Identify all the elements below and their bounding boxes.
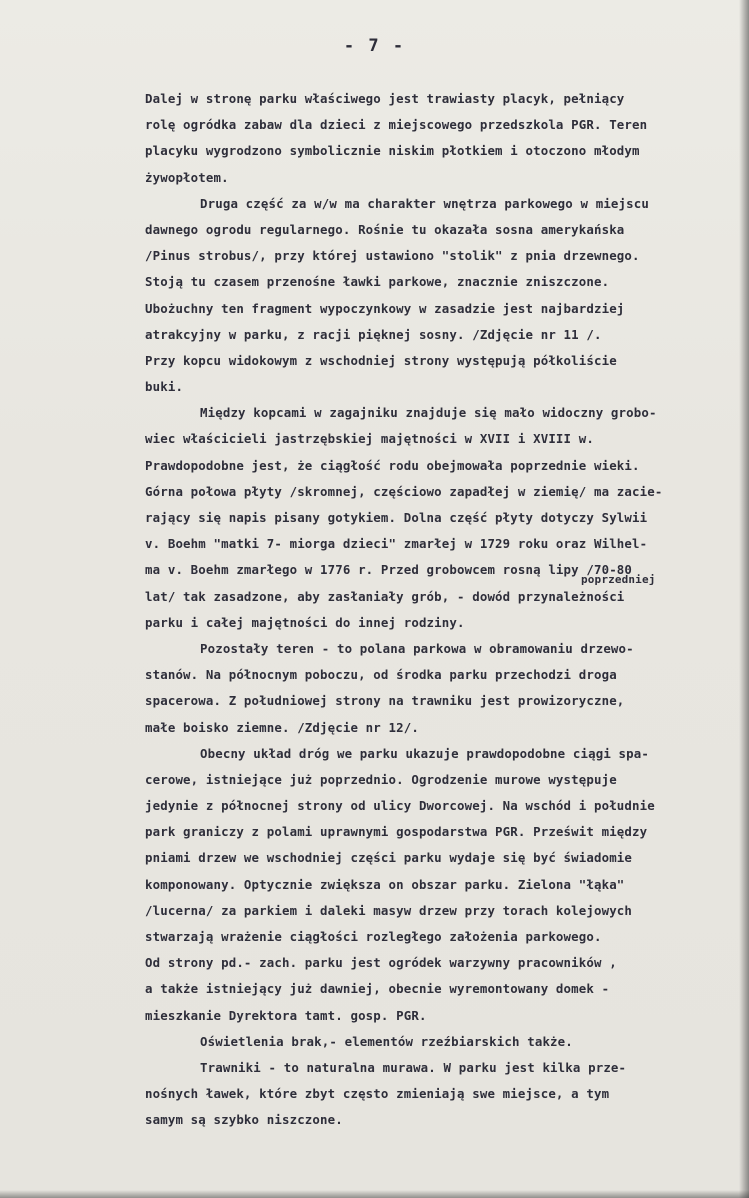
line-text: atrakcyjny w parku, z racji pięknej sosny. /Zdjęcie nr 11 /. <box>145 326 602 342</box>
text-line <box>145 741 725 767</box>
text-line <box>145 976 725 1002</box>
text-line <box>145 112 725 138</box>
line-text: pniami drzew we wschodniej części parku wydaje się być świadomie <box>145 850 633 866</box>
text-line <box>145 924 725 950</box>
line-text: Ubożuchny ten fragment wypoczynkowy w zasadzie jest najbardziej <box>145 300 625 316</box>
line-text: Trawniki - to naturalna murawa. W parku jest kilka prze- <box>200 1059 627 1075</box>
text-line <box>145 636 725 662</box>
line-text: Dalej w stronę parku właściwego jest trawiasty placyk, pełniący <box>145 91 625 106</box>
line-text: rolę ogródka zabaw dla dzieci z miejscowego przedszkola PGR. Teren <box>145 117 648 133</box>
line-text: lat/ tak zasadzone, aby zasłaniały grób, - dowód przynależności <box>145 588 625 604</box>
text-line <box>145 322 725 348</box>
overtyped-correction: poprzedniej <box>581 572 656 586</box>
text-line <box>145 845 725 871</box>
page-edge-shadow <box>739 0 749 1198</box>
text-line <box>145 572 725 610</box>
text-line <box>145 1029 725 1055</box>
text-line <box>145 767 725 793</box>
text-line <box>145 86 725 112</box>
line-text: Przy kopcu widokowym z wschodniej strony występują półkoliście <box>145 352 617 368</box>
line-text: żywopłotem. <box>145 169 229 185</box>
text-line <box>145 505 725 531</box>
line-text: nośnych ławek, które zbyt często zmieniają swe miejsce, a tym <box>145 1086 610 1102</box>
text-line <box>145 217 725 243</box>
text-line <box>145 1081 725 1107</box>
text-line <box>145 296 725 322</box>
line-text: Oświetlenia brak,- elementów rzeźbiarskich także. <box>200 1033 573 1049</box>
text-line <box>145 165 725 191</box>
line-text: ma v. Boehm zmarłego w 1776 r. Przed grobowcem rosną lipy /70-80 <box>145 562 633 578</box>
text-line <box>145 269 725 295</box>
line-text: rający się napis pisany gotykiem. Dolna część płyty dotyczy Sylwii <box>145 510 648 525</box>
line-text: Druga część za w/w ma charakter wnętrza parkowego w miejscu <box>200 195 649 211</box>
line-text: Między kopcami w zagajniku znajduje się mało widoczny grobo- <box>200 405 657 421</box>
line-text: Górna połowa płyty /skromnej, częściowo zapadłej w ziemię/ ma zacie- <box>145 483 663 499</box>
text-line <box>145 479 725 505</box>
text-line <box>145 688 725 714</box>
line-text: parku i całej majętności do innej rodziny. <box>145 614 465 630</box>
text-line <box>145 191 725 217</box>
text-line <box>145 453 725 479</box>
line-text: v. Boehm "matki 7- miorga dzieci" zmarłej w 1729 roku oraz Wilhel- <box>145 536 648 552</box>
document-body <box>145 86 725 1134</box>
line-text: dawnego ogrodu regularnego. Rośnie tu okazała sosna amerykańska <box>145 221 625 237</box>
line-text: jedynie z północnej strony od ulicy Dworcowej. Na wschód i południe <box>145 798 655 814</box>
text-line <box>145 348 725 374</box>
text-line <box>145 426 725 452</box>
line-text: mieszkanie Dyrektora tamt. gosp. PGR. <box>145 1007 427 1023</box>
line-text: Od strony pd.- zach. parku jest ogródek warzywny pracowników , <box>145 955 617 971</box>
text-line <box>145 531 725 557</box>
line-text: /lucerna/ za parkiem i daleki masyw drzew przy torach kolejowych <box>145 902 633 918</box>
text-line <box>145 1107 725 1133</box>
text-line <box>145 715 725 741</box>
line-text: stwarzają wrażenie ciągłości rozległego założenia parkowego. <box>145 929 602 944</box>
line-text: buki. <box>145 379 184 395</box>
line-text: małe boisko ziemne. /Zdjęcie nr 12/. <box>145 719 419 735</box>
text-line <box>145 1003 725 1029</box>
text-line <box>145 1055 725 1081</box>
line-text: komponowany. Optycznie zwiększa on obszar parku. Zielona "łąka" <box>145 876 625 892</box>
text-line <box>145 819 725 845</box>
text-line <box>145 138 725 164</box>
line-text: park graniczy z polami uprawnymi gospodarstwa PGR. Prześwit między <box>145 824 648 840</box>
text-line <box>145 400 725 426</box>
line-text: samym są szybko niszczone. <box>145 1112 343 1128</box>
line-text: Pozostały teren - to polana parkowa w obramowaniu drzewo- <box>200 640 634 656</box>
line-text: placyku wygrodzono symbolicznie niskim płotkiem i otoczono młodym <box>145 143 640 159</box>
line-text: /Pinus strobus/, przy której ustawiono "stolik" z pnia drzewnego. <box>145 248 640 264</box>
page-number: - 7 - <box>343 36 406 56</box>
line-text: stanów. Na północnym poboczu, od środka parku przechodzi droga <box>145 667 617 683</box>
line-text: Stoją tu czasem przenośne ławki parkowe, znacznie zniszczone. <box>145 274 610 290</box>
text-line <box>145 243 725 269</box>
text-line <box>145 872 725 898</box>
line-text: cerowe, istniejące już poprzednio. Ogrodzenie murowe występuje <box>145 771 617 787</box>
text-line <box>145 898 725 924</box>
line-text: a także istniejący już dawniej, obecnie wyremontowany domek - <box>145 981 610 997</box>
line-text: Prawdopodobne jest, że ciągłość rodu obejmowała poprzednie wieki. <box>145 457 640 473</box>
text-line <box>145 793 725 819</box>
page-bottom-shadow <box>0 1190 749 1198</box>
line-text: wiec właścicieli jastrzębskiej majętności w XVII i XVIII w. <box>145 431 594 447</box>
text-line <box>145 662 725 688</box>
line-text: Obecny układ dróg we parku ukazuje prawdopodobne ciągi spa- <box>200 745 649 761</box>
line-text: spacerowa. Z południowej strony na trawniku jest prowizoryczne, <box>145 693 625 709</box>
text-line <box>145 950 725 976</box>
text-line <box>145 374 725 400</box>
text-line <box>145 610 725 636</box>
